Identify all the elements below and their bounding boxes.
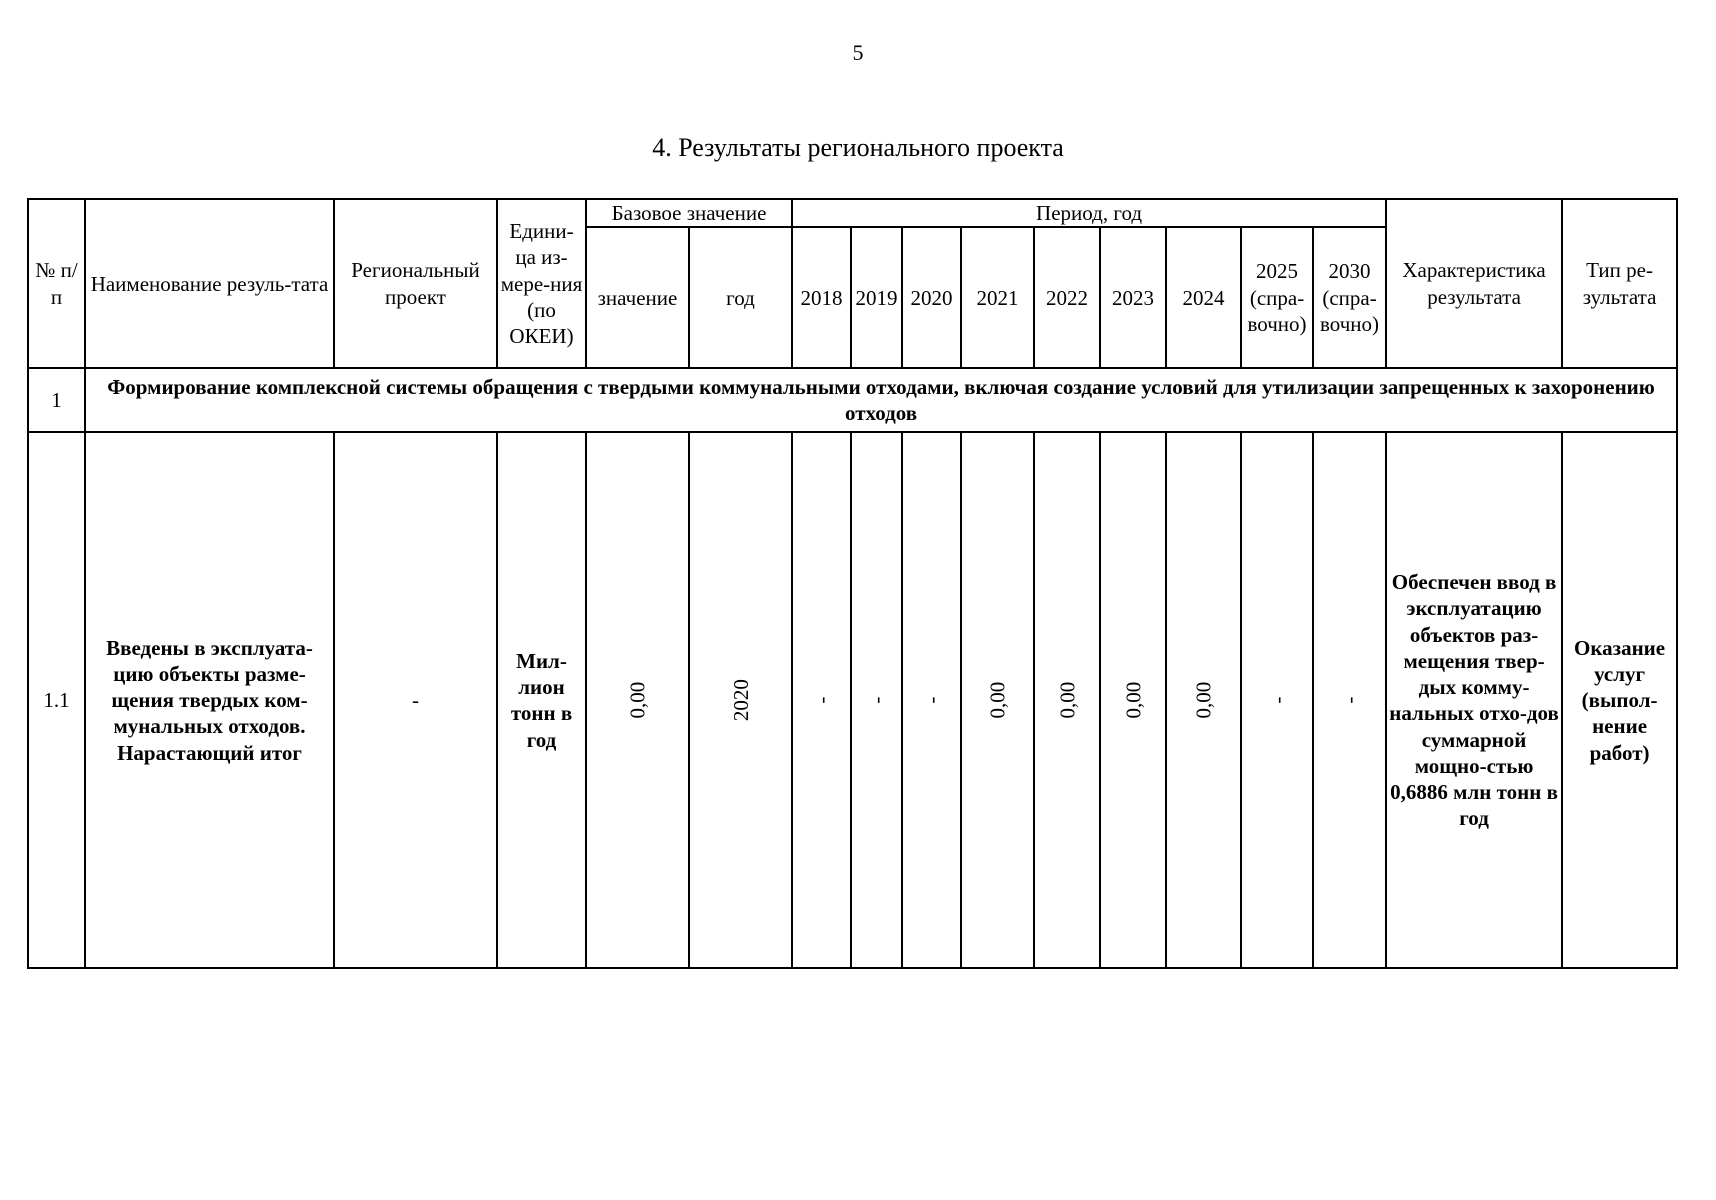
- row-characteristic: Обеспечен ввод в эксплуатацию объектов раз-мещения твер-дых комму-нальных отхо-дов суммарной мощно-стью 0,6886 млн тонн в год: [1386, 432, 1562, 968]
- results-table: [27, 198, 1678, 969]
- row-year-cell: [851, 432, 902, 968]
- row-year-value: 0,00: [985, 681, 1010, 719]
- header-year: 2021: [961, 227, 1034, 368]
- row-year-cell: [1313, 432, 1386, 968]
- row-base-value-cell: [586, 432, 689, 968]
- row-year-cell: [961, 432, 1034, 968]
- row-base-value: 0,00: [625, 681, 650, 719]
- row-year-cell: [1166, 432, 1241, 968]
- header-year: 2025 (спра-вочно): [1241, 227, 1313, 368]
- row-year-value: 0,00: [1120, 681, 1145, 719]
- header-characteristic: Характеристика результата: [1386, 199, 1562, 368]
- header-year: 2030 (спра-вочно): [1313, 227, 1386, 368]
- header-regional: Региональный проект: [334, 199, 497, 368]
- row-year-value: 0,00: [1191, 681, 1216, 719]
- group-num: 1: [28, 368, 85, 432]
- header-num: № п/п: [28, 199, 85, 368]
- table-row: [28, 432, 1677, 968]
- header-year: 2023: [1100, 227, 1166, 368]
- header-year: 2022: [1034, 227, 1100, 368]
- header-base-year: год: [689, 227, 792, 368]
- section-title: 4. Результаты регионального проекта: [652, 133, 1064, 162]
- header-year: 2020: [902, 227, 961, 368]
- header-period-group: Период, год: [792, 199, 1386, 227]
- row-year-cell: [1100, 432, 1166, 968]
- row-name: Введены в эксплуата-цию объекты разме-щения твердых ком-мунальных отходов. Нарастающий итог: [85, 432, 334, 968]
- header-year: 2024: [1166, 227, 1241, 368]
- header-base-value: значение: [586, 227, 689, 368]
- header-base-group: Базовое значение: [586, 199, 792, 227]
- row-year-value: 0,00: [1054, 681, 1079, 719]
- row-base-year: 2020: [728, 679, 753, 722]
- header-year: 2019: [851, 227, 902, 368]
- header-type: Тип ре-зультата: [1562, 199, 1677, 368]
- header-year: 2018: [792, 227, 851, 368]
- row-year-value: -: [809, 696, 834, 704]
- row-year-cell: [1241, 432, 1313, 968]
- header-unit: Едини-ца из-мере-ния (по ОКЕИ): [497, 199, 586, 368]
- row-year-value: -: [919, 696, 944, 704]
- row-year-value: -: [1264, 696, 1289, 704]
- row-type: Оказание услуг (выпол-нение работ): [1562, 432, 1677, 968]
- row-year-cell: [902, 432, 961, 968]
- row-year-cell: [792, 432, 851, 968]
- row-year-value: -: [864, 696, 889, 704]
- header-row-top: [28, 199, 1677, 227]
- row-unit: Мил-лион тонн в год: [497, 432, 586, 968]
- group-row: [28, 368, 1677, 432]
- row-year-cell: [1034, 432, 1100, 968]
- row-year-value: -: [1337, 696, 1362, 704]
- header-name: Наименование резуль-тата: [85, 199, 334, 368]
- row-base-year-cell: [689, 432, 792, 968]
- row-num: 1.1: [28, 432, 85, 968]
- row-regional: -: [334, 432, 497, 968]
- page-number: 5: [852, 40, 864, 65]
- group-title: Формирование комплексной системы обращения с твердыми коммунальными отходами, включая создание условий для утилизации запрещенных к захоронению отходов: [85, 368, 1677, 432]
